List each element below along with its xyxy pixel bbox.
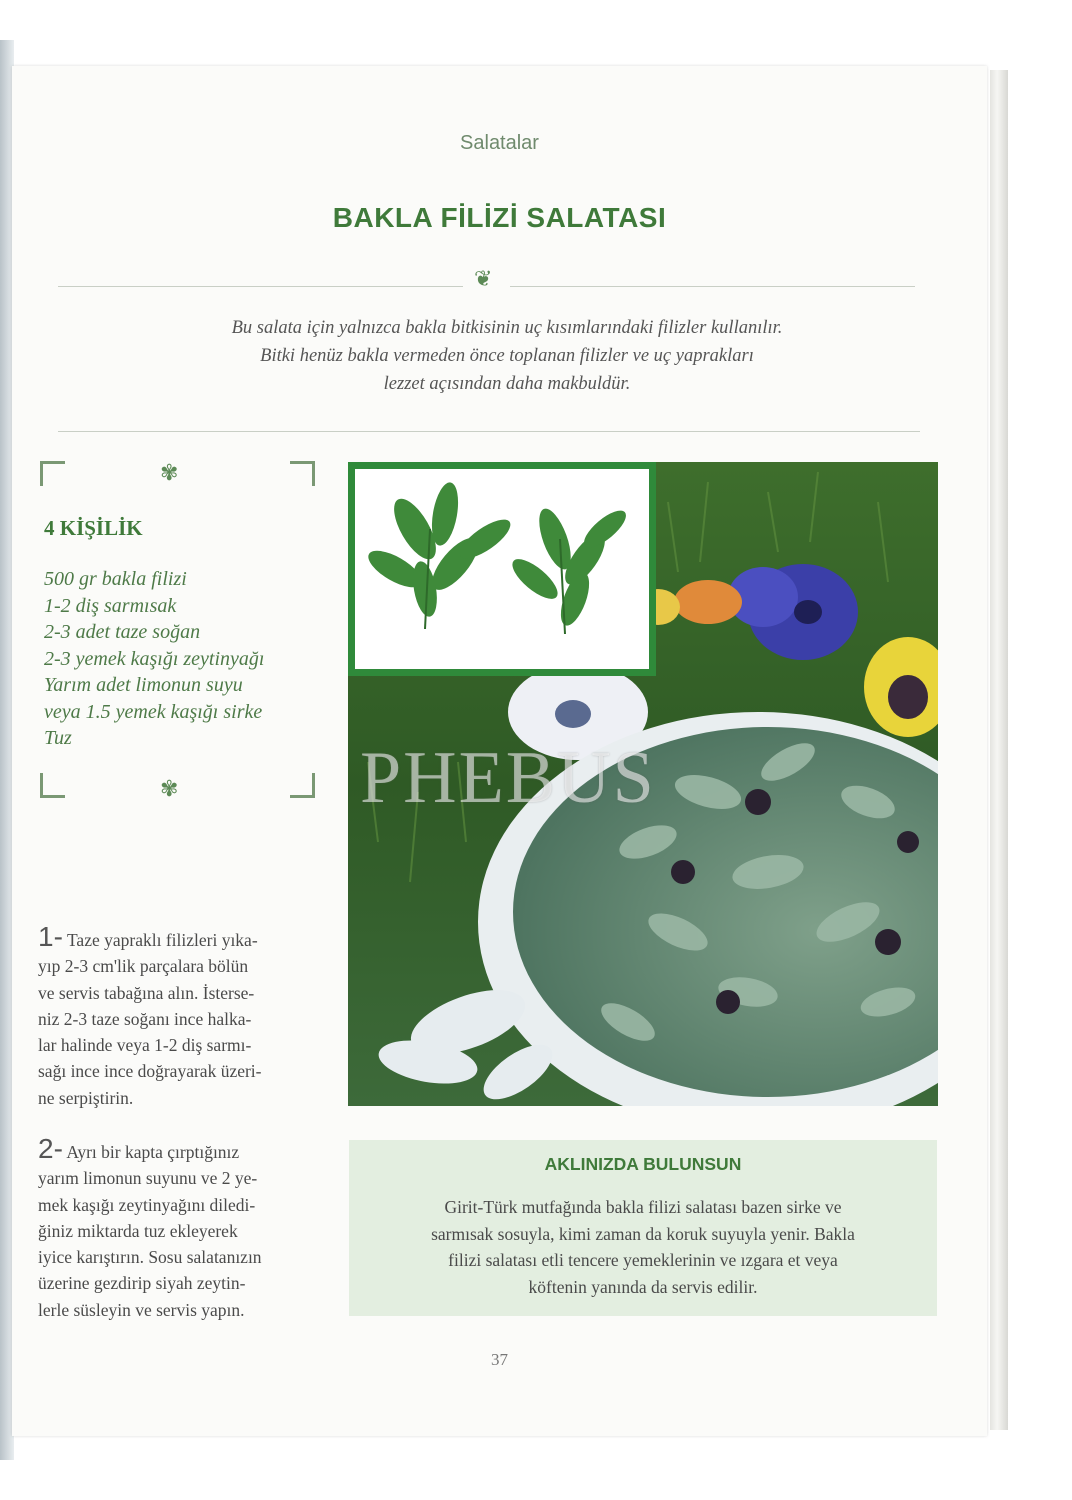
intro-line: Bu salata için yalnızca bakla bitkisinin uç kısımlarındaki filizler kullanılır. — [231, 318, 783, 338]
recipe-step-2 — [38, 1133, 328, 1323]
step-line: sağı ince ince doğrayarak üzeri- — [38, 1061, 262, 1082]
step-line: Ayrı bir kapta çırptığınız — [66, 1142, 240, 1162]
ingredient-item: 2-3 adet taze soğan — [44, 621, 201, 643]
tip-line: filizi salatası etli tencere yemeklerinin ve ızgara et veya — [448, 1250, 838, 1270]
tip-title: AKLINIZDA BULUNSUN — [544, 1154, 742, 1174]
fleuron-icon: ❦ — [474, 266, 493, 291]
step-line: iyice karıştırın. Sosu salatanızın — [38, 1247, 262, 1268]
step-number: 1- — [38, 921, 63, 952]
floral-ornament-icon: ✾ — [160, 776, 179, 801]
ingredient-list — [44, 566, 324, 752]
intro-divider — [58, 431, 920, 432]
step-line: lar halinde veya 1-2 diş sarmı- — [38, 1035, 252, 1056]
tip-box — [349, 1140, 937, 1316]
recipe-intro — [162, 314, 852, 398]
step-number: 2- — [38, 1133, 63, 1164]
page-number: 37 — [491, 1350, 508, 1369]
frame-corner — [40, 773, 65, 798]
tip-line: Girit-Türk mutfağında bakla filizi salatası bazen sirke ve — [444, 1197, 842, 1217]
ingredient-item: 2-3 yemek kaşığı zeytinyağı — [44, 647, 265, 670]
step-line: yarım limonun suyunu ve 2 ye- — [38, 1168, 258, 1189]
step-line: üzerine gezdirip siyah zeytin- — [38, 1273, 246, 1294]
tip-text — [349, 1194, 937, 1300]
frame-corner — [290, 773, 315, 798]
step-line: yıp 2-3 cm'lik parçalara bölün — [38, 956, 249, 977]
ingredient-item: Yarım adet limonun suyu — [44, 674, 243, 696]
tip-line: köftenin yanında da servis edilir. — [528, 1276, 758, 1297]
intro-line: Bitki henüz bakla vermeden önce toplanan filizler ve uç yaprakları — [260, 346, 754, 366]
step-line: Taze yapraklı filizleri yıka- — [66, 930, 258, 950]
intro-line: lezzet açısından daha makbuldür. — [383, 374, 631, 394]
ingredient-item: veya 1.5 yemek kaşığı sirke — [44, 700, 263, 723]
ingredient-item: 500 gr bakla filizi — [44, 568, 187, 590]
section-label: Salatalar — [460, 132, 539, 154]
step-line: mek kaşığı zeytinyağını diledi- — [38, 1194, 256, 1215]
step-line: ğiniz miktarda tuz ekleyerek — [38, 1220, 238, 1241]
step-line: niz 2-3 taze soğanı ince halka- — [38, 1008, 252, 1029]
ingredient-item: Tuz — [44, 727, 72, 749]
stacked-page-edges — [990, 70, 1008, 1430]
recipe-step-1 — [38, 921, 328, 1111]
step-line: lerle süsleyin ve servis yapın. — [38, 1299, 245, 1320]
servings-heading: 4 KİŞİLİK — [44, 516, 143, 540]
title-rule-left — [58, 286, 463, 287]
book-page — [12, 66, 987, 1436]
watermark: PHEBUS — [360, 737, 656, 819]
frame-corner — [40, 461, 65, 486]
tip-line: sarmısak sosuyla, kimi zaman da koruk suyuyla yenir. Bakla — [431, 1223, 855, 1244]
title-rule-right — [510, 286, 915, 287]
frame-corner — [290, 461, 315, 486]
floral-ornament-icon: ✾ — [160, 460, 179, 485]
step-line: ne serpiştirin. — [38, 1087, 134, 1108]
sprout-inset-photo — [348, 462, 656, 676]
ingredient-item: 1-2 diş sarmısak — [44, 594, 177, 617]
recipe-title: BAKLA FİLİZİ SALATASI — [332, 202, 667, 233]
step-line: ve servis tabağına alın. İsterse- — [38, 982, 255, 1003]
